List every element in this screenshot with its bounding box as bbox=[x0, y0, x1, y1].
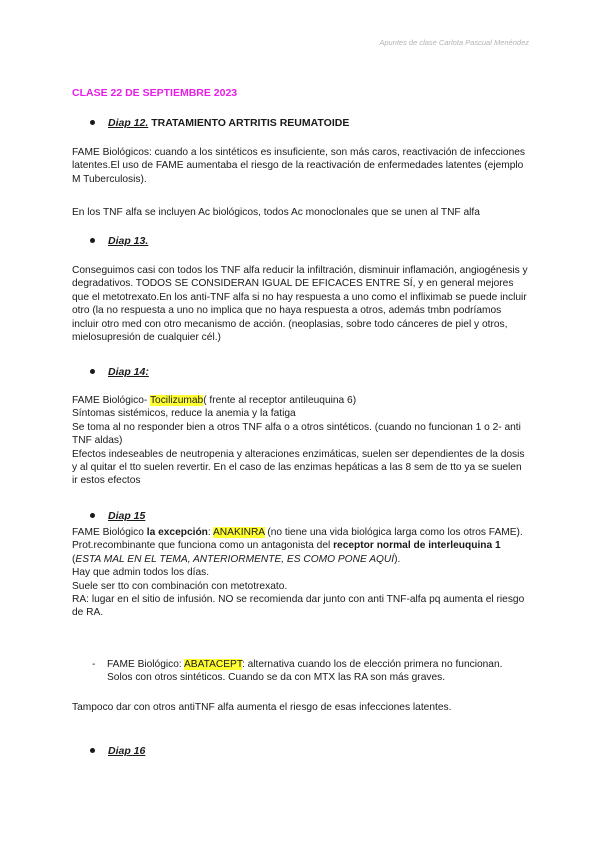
bullet-icon bbox=[90, 748, 95, 753]
bullet-diap-14 bbox=[90, 366, 149, 378]
dash-marker: - bbox=[92, 659, 96, 670]
text-fragment: ). bbox=[394, 553, 401, 565]
dash-item-abatacept bbox=[92, 658, 527, 685]
diap-16-label: Diap 16 bbox=[108, 745, 146, 757]
combinacion-line: Suele ser tto con combinación con metotrexato. bbox=[72, 580, 288, 592]
bullet-icon bbox=[90, 238, 95, 243]
highlight-abatacept: ABATACEPT bbox=[184, 659, 242, 670]
diap-14-content bbox=[72, 394, 528, 488]
header-author-note: Apuntes de clase Carlota Pascual Menéndez bbox=[379, 38, 529, 47]
highlight-anakinra: ANAKINRA bbox=[213, 527, 265, 538]
diap-12-heading: TRATAMIENTO ARTRITIS REUMATOIDE bbox=[148, 117, 350, 129]
highlight-tocilizumab: Tocilizumab bbox=[149, 395, 204, 406]
text-fragment: ( frente al receptor antileuquina 6) bbox=[203, 395, 357, 406]
paragraph-fame-biologicos: FAME Biológicos: cuando a los sintéticos es insuficiente, son más caros, reactivación de infecciones latentes.El uso de FAME aumentaba el riesgo de la reactivación de enfermedades latentes (ejemplo M Tuberculosis). bbox=[72, 147, 526, 185]
text-fragment: FAME Biológico- bbox=[72, 395, 150, 406]
bullet-diap-16 bbox=[90, 745, 145, 757]
abatacept-text bbox=[107, 658, 527, 685]
text-fragment: ( bbox=[72, 553, 76, 565]
diap-13-label: Diap 13. bbox=[108, 235, 149, 247]
bullet-icon bbox=[90, 369, 95, 374]
text-fragment: FAME Biológico bbox=[72, 527, 147, 538]
paragraph-anti-tnf: Conseguimos casi con todos los TNF alfa reducir la infiltración, disminuir inflamación, angiogénesis y degradativos. TODOS SE CONSIDERAN IGUAL DE EFICACES ENTRE SÍ, y en general mejores que el metotrexato.En los anti-TNF alfa si no hay respuesta a uno como el infliximab se puede incluir otro (la no respuesta a uno no implica que no haya respuesta a otros, además tmbn podríamos incluir otro med con otro mecanismo de acción. (neoplasias, sobre todo cánceres de piel y otros, mielosupresión de cualquier cél.) bbox=[72, 265, 528, 344]
tampoco-line: Tampoco dar con otros antiTNF alfa aumenta el riesgo de esas infecciones latentes. bbox=[72, 702, 452, 713]
text-fragment: Prot.recombinante que funciona como un antagonista del bbox=[72, 540, 334, 552]
text-emphasis: la excepción bbox=[146, 527, 208, 538]
bullet-icon bbox=[90, 513, 95, 518]
text-emphasis: receptor normal de interleuquina 1 bbox=[333, 540, 501, 552]
text-fragment: (no tiene una vida biológica larga como los otros FAME). bbox=[264, 527, 523, 538]
text-fragment: : alternativa cuando los de elección primera no funcionan. Solos con otros sintéticos. Cuando se da con MTX las RA son más graves. bbox=[107, 659, 503, 684]
paragraph-tnf-alfa: En los TNF alfa se incluyen Ac biológicos, todos Ac monoclonales que se unen al TNF alfa bbox=[72, 207, 480, 218]
text-fragment: FAME Biológico: bbox=[107, 659, 185, 670]
se-toma-line: Se toma al no responder bien a otros TNF alfa o a otros sintéticos. (cuando no funcionan 1 o 2- anti TNF aldas) bbox=[72, 421, 521, 447]
text-italic: ESTA MAL EN EL TEMA, ANTERIORMENTE, ES COMO PONE AQUÍ bbox=[75, 553, 395, 565]
text-fragment: : bbox=[207, 527, 214, 538]
class-title: CLASE 22 DE SEPTIEMBRE 2023 bbox=[72, 87, 238, 99]
diap-15-content bbox=[72, 526, 528, 620]
anakinra-line bbox=[72, 526, 528, 539]
prot-recombinante-line bbox=[72, 539, 528, 566]
ra-line: RA: lugar en el sitio de infusión. NO se recomienda dar junto con anti TNF-alfa pq aumenta el riesgo de RA. bbox=[72, 594, 525, 619]
tocilizumab-line bbox=[72, 394, 528, 407]
diap-12-label: Diap 12. bbox=[108, 117, 149, 129]
bullet-icon bbox=[90, 120, 95, 125]
bullet-diap-13 bbox=[90, 235, 148, 247]
sintomas-line: Síntomas sistémicos, reduce la anemia y la fatiga bbox=[72, 408, 296, 420]
diap-14-label: Diap 14: bbox=[108, 366, 149, 378]
admin-line: Hay que admin todos los días. bbox=[72, 567, 210, 579]
bullet-diap-15 bbox=[90, 510, 145, 522]
bullet-diap-12 bbox=[90, 117, 349, 129]
diap-15-label: Diap 15 bbox=[108, 510, 146, 522]
efectos-line: Efectos indeseables de neutropenia y alteraciones enzimáticas, suelen ser dependientes de la dosis y al quitar el tto suelen revertir. En el caso de las enzimas hepáticas a las 8 sem de tto ya se suelen ir estos efectos bbox=[72, 448, 525, 487]
